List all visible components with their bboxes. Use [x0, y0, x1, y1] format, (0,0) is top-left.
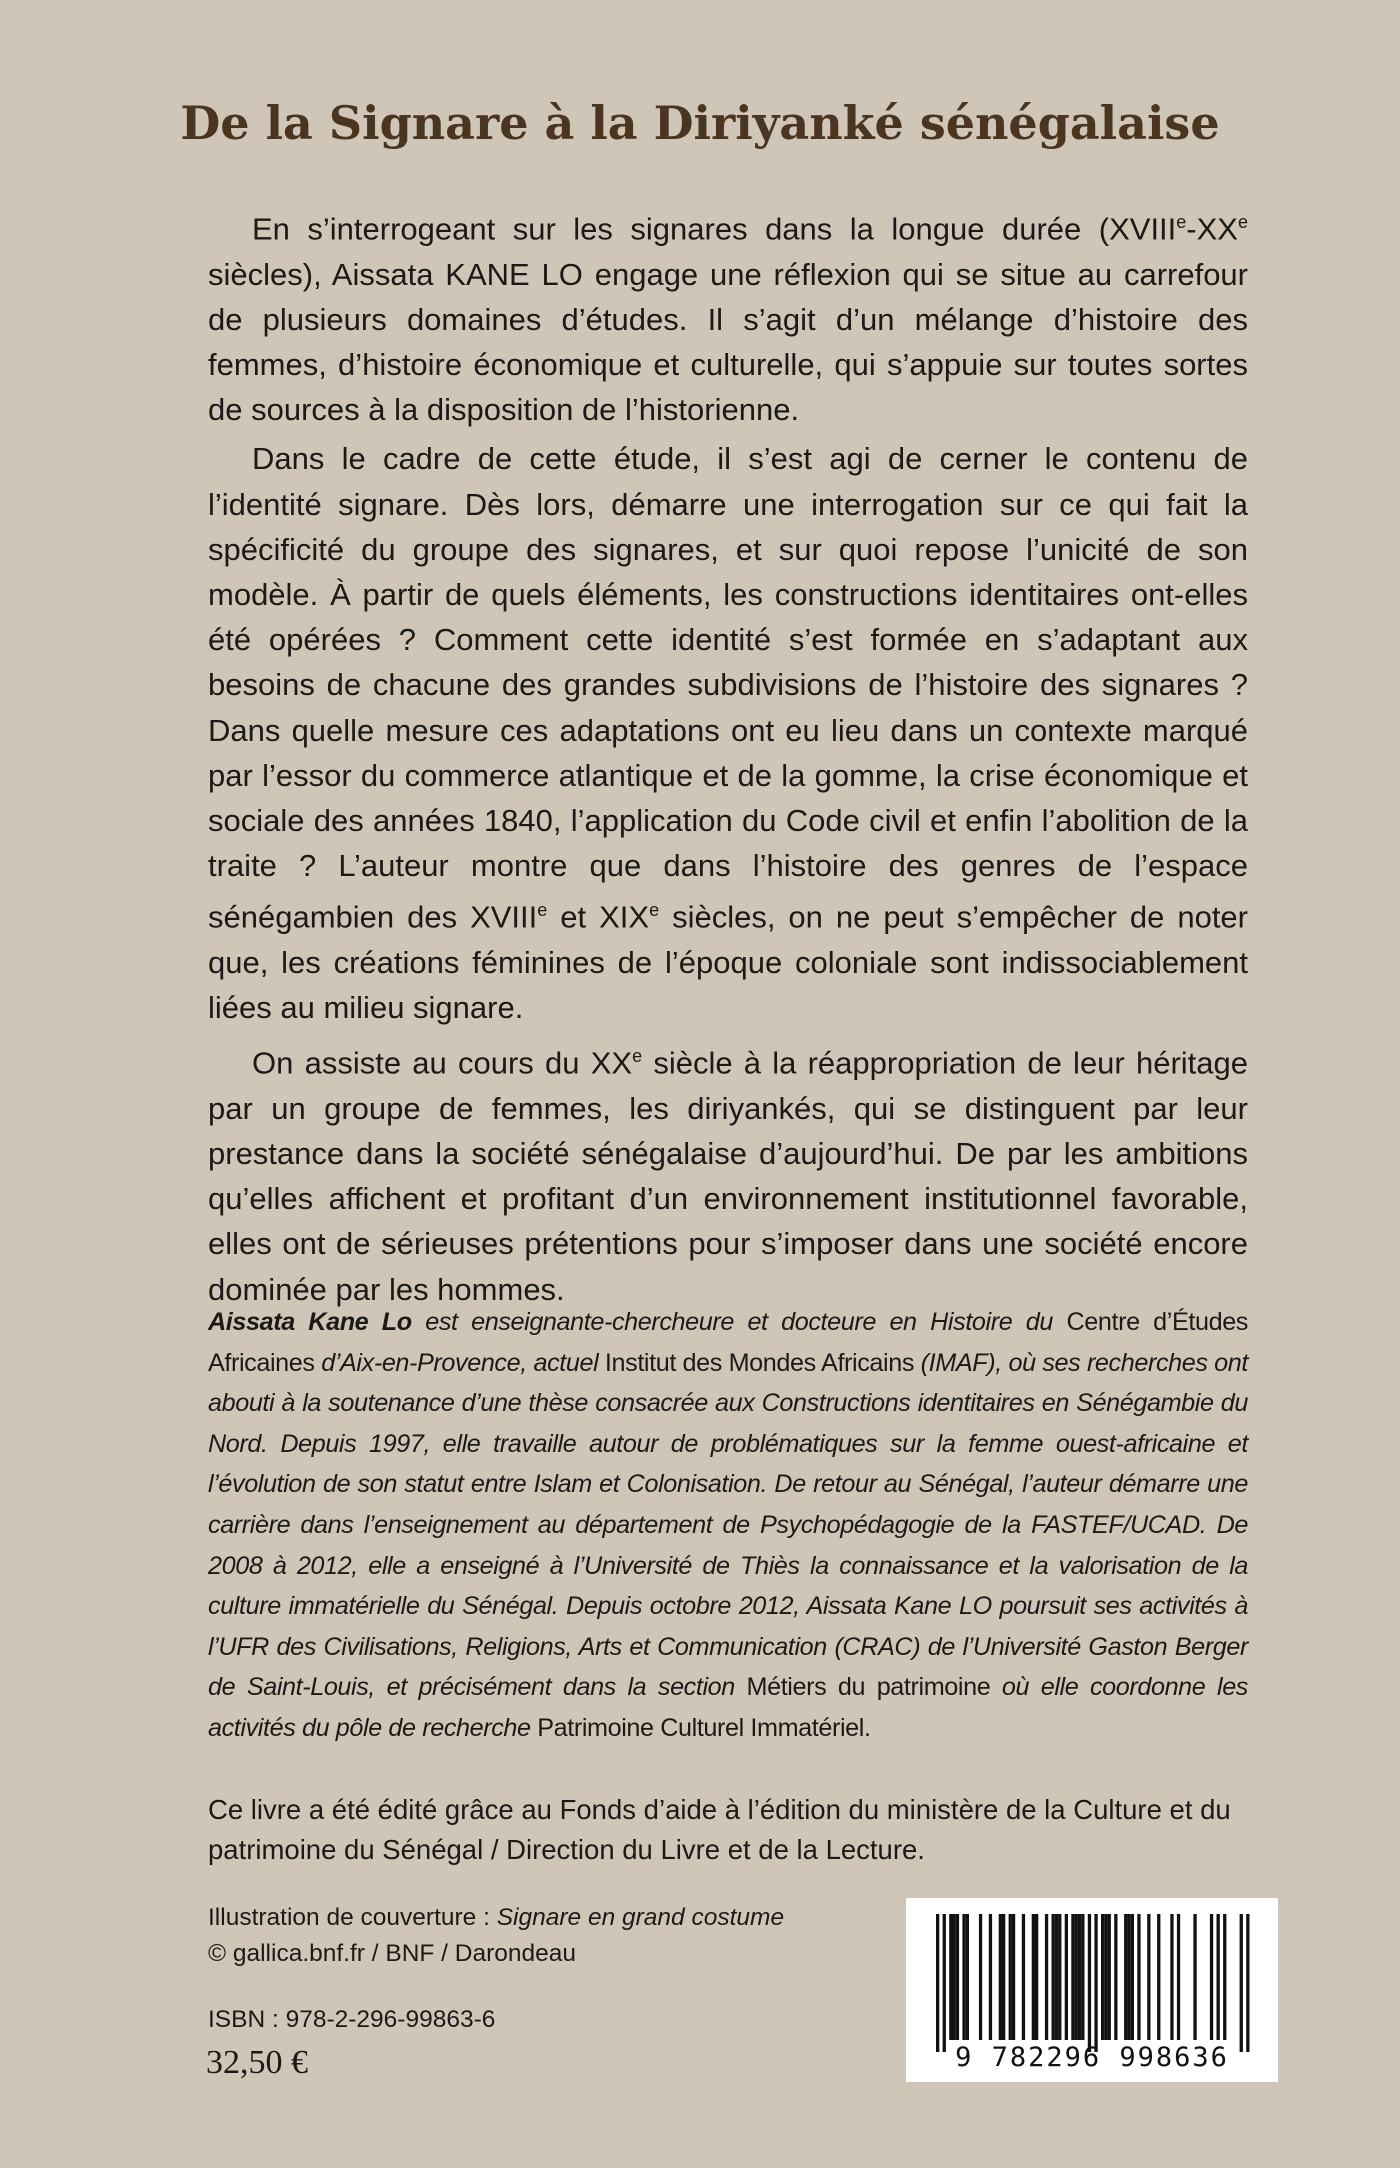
barcode-bar	[1055, 1914, 1058, 2040]
illustration-credit	[208, 1900, 858, 1936]
summary-text-run: et XIX	[547, 899, 650, 935]
bio-text-run: d’Aix-en-Provence, actuel	[314, 1348, 605, 1377]
summary-text	[208, 200, 1248, 1316]
barcode-bar	[1114, 1914, 1117, 2040]
superscript: e	[1176, 212, 1187, 232]
illustration-title: Signare en grand costume	[496, 1904, 785, 1931]
barcode-bar	[936, 1914, 939, 2052]
illustration-label: Illustration de couverture :	[208, 1904, 497, 1931]
barcode-bar	[1058, 1914, 1061, 2040]
isbn: ISBN : 978-2-296-99863-6	[208, 2006, 496, 2033]
barcode-bar	[1108, 1914, 1111, 2040]
bio-text-run: Centre d’Études Africaines	[208, 1308, 1249, 1377]
barcode-bar	[1131, 1914, 1134, 2040]
barcode-bar	[1127, 1914, 1130, 2040]
barcode-bar	[1052, 1914, 1055, 2040]
author-bio-paragraph	[208, 1302, 1248, 1749]
barcode-bar	[1094, 1914, 1097, 2052]
bio-text-run: où elle coordonne les activités du pôle de recherche	[208, 1673, 1248, 1742]
summary-text-run: En s’interrogeant sur les signares dans la longue durée (XVIII	[252, 211, 1177, 247]
barcode-bar	[999, 1914, 1002, 2040]
barcode-bar	[962, 1914, 965, 2040]
barcode-bar	[1075, 1914, 1078, 2040]
barcode-bar	[1009, 1914, 1012, 2040]
barcode-bar	[1045, 1914, 1048, 2040]
summary-paragraph-2	[208, 436, 1248, 1030]
barcode-bar	[953, 1914, 956, 2040]
barcode-bar	[1022, 1914, 1025, 2040]
barcode-bar	[1223, 1914, 1226, 2040]
barcode-bar	[1088, 1914, 1091, 2052]
bio-text-run: (IMAF), où ses recherches ont abouti à la soutenance d’une thèse consacrée aux Constructions identitaires en Sénégambie du Nord. Depuis 1997, elle travaille autour de problématiques sur la femme ouest-africaine et l’évolution de son statut entre Islam et Colonisation. De retour au Sénégal, l’auteur démarre une carrière dans l’enseignement au département de Psychopédagogie de la FASTEF/UCAD. De 2008 à 2012, elle a enseigné à l’Université de Thiès la connaissance et la valorisation de la culture immatérielle du Sénégal. Depuis octobre 2012, Aissata Kane LO poursuit ses activités à l’UFR des Civilisations, Religions, Arts et Communication (CRAC) de l’Université Gaston Berger de Saint-Louis, et précisément dans la section	[208, 1348, 1248, 1702]
book-title: De la Signare à la Diriyanké sénégalaise	[180, 96, 1220, 150]
superscript: e	[632, 1046, 643, 1067]
barcode-bar	[1157, 1914, 1160, 2040]
barcode-bar	[1177, 1914, 1180, 2040]
bio-text-run: .	[863, 1713, 871, 1742]
barcode-bar	[1065, 1914, 1068, 2040]
summary-text-run: siècle à la réappropriation de leur héritage par un groupe de femmes, les diriyankés, qui se distinguent par leur prestance dans la société sénégalaise d’aujourd’hui. De par les ambitions qu’elles affichent et profitant d’un environnement institutionnel favorable, elles ont de sérieuses prétentions pour s’imposer dans une société encore dominée par les hommes.	[208, 1045, 1248, 1307]
barcode-bar	[1147, 1914, 1150, 2040]
bio-text-run: Patrimoine Culturel Immatériel	[537, 1713, 864, 1742]
barcode-bar	[1124, 1914, 1127, 2040]
superscript: e	[537, 900, 548, 921]
barcode-bar	[1078, 1914, 1081, 2040]
barcode-bar	[1035, 1914, 1038, 2040]
summary-text-run: Dans le cadre de cette étude, il s’est agi de cerner le contenu de l’identité signare. Dès lors, démarre une interrogation sur ce qui fait la spécificité du groupe des signares, et sur quoi repose l’unicité de son modèle. À partir de quels éléments, les constructions identitaires ont-elles été opérées ? Comment cette identité s’est formée en s’adaptant aux besoins de chacune des grandes subdivisions de l’histoire des signares ? Dans quelle mesure ces adaptations ont eu lieu dans un contexte marqué par l’essor du commerce atlantique et de la gomme, la crise économique et sociale des années 1840, l’application du Code civil et enfin l’abolition de la traite ? L’auteur montre que dans l’histoire des genres de l’espace sénégambien des XVIII	[208, 441, 1248, 935]
summary-text-run: On assiste au cours du XX	[252, 1045, 633, 1081]
barcode-bar	[966, 1914, 969, 2040]
barcode-bar	[979, 1914, 982, 2040]
summary-paragraph-1	[208, 200, 1248, 432]
cover-credits	[208, 1900, 858, 1972]
author-name: Aissata Kane Lo	[208, 1308, 412, 1336]
barcode-bar	[989, 1914, 992, 2040]
bio-text-run: Institut des Mondes Africains	[604, 1348, 915, 1377]
barcode-bar	[1240, 1914, 1243, 2052]
author-bio	[208, 1302, 1248, 1749]
barcode-bar	[1081, 1914, 1084, 2040]
barcode-bar	[1071, 1914, 1074, 2040]
summary-paragraph-3	[208, 1034, 1248, 1312]
bio-text-run: est enseignante-chercheure et docteure en Histoire du	[411, 1308, 1067, 1336]
barcode-bar	[943, 1914, 946, 2052]
funding-note: Ce livre a été édité grâce au Fonds d’aide à l’édition du ministère de la Culture et du patrimoine du Sénégal / Direction du Livre et de la Lecture.	[208, 1794, 1231, 1865]
barcode	[906, 1898, 1278, 2082]
price: 32,50 €	[206, 2044, 308, 2081]
superscript: e	[1237, 212, 1248, 232]
summary-text-run: siècles, on ne peut s’empêcher de noter que, les créations féminines de l’époque coloniale sont indissociablement liées au milieu signare.	[208, 899, 1248, 1026]
barcode-bar	[1101, 1914, 1104, 2040]
summary-text-run: siècles), Aissata KANE LO engage une réflexion qui se situe au carrefour de plusieurs domaines d’études. Il s’agit d’un mélange d’histoire des femmes, d’histoire économique et culturelle, qui s’appuie sur toutes sortes de sources à la disposition de l’historienne.	[208, 256, 1248, 428]
barcode-bar	[1012, 1914, 1015, 2040]
superscript: e	[649, 900, 660, 921]
barcode-bar	[1210, 1914, 1213, 2040]
barcode-bar	[1137, 1914, 1140, 2040]
barcode-bar	[956, 1914, 959, 2040]
barcode-bar	[1104, 1914, 1107, 2040]
bio-text-run: Métiers du patrimoine	[746, 1673, 991, 1702]
copyright-credit: © gallica.bnf.fr / BNF / Darondeau	[208, 1940, 577, 1967]
barcode-bar	[1170, 1914, 1173, 2040]
barcode-bar	[1032, 1914, 1035, 2040]
barcode-bar	[1193, 1914, 1196, 2040]
barcode-bar	[1217, 1914, 1220, 2040]
summary-text-run: -XX	[1186, 211, 1238, 247]
barcode-bar	[1246, 1914, 1249, 2052]
barcode-bar	[1002, 1914, 1005, 2040]
barcode-digits: 9 782296 998636	[955, 2042, 1229, 2073]
barcode-bar	[949, 1914, 952, 2040]
